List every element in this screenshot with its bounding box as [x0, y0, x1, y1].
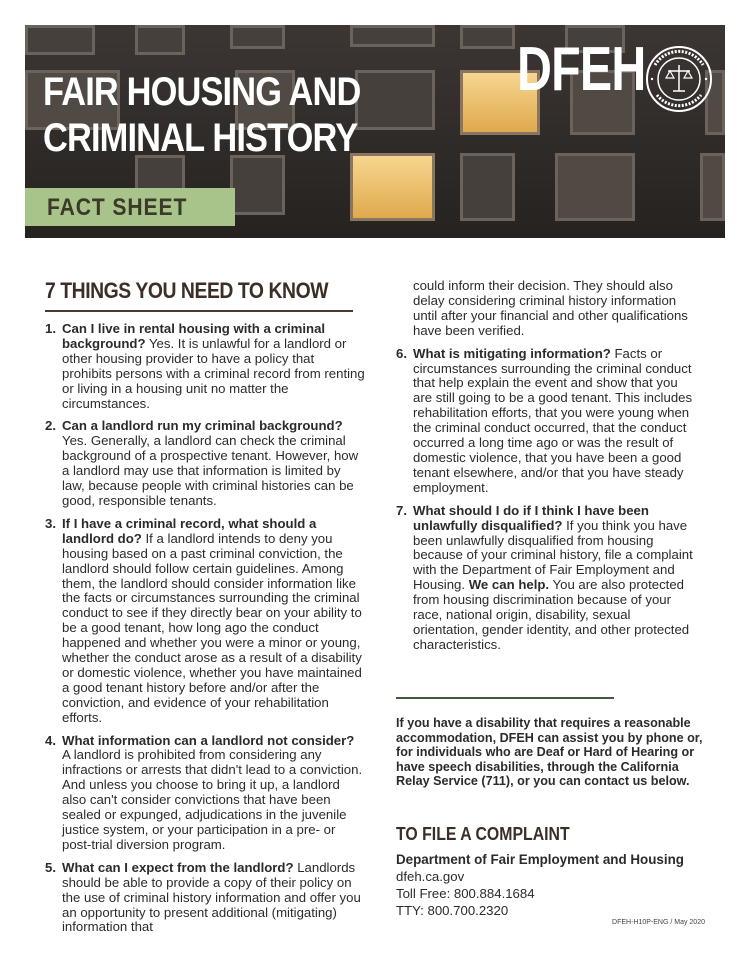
building-window: [355, 70, 435, 130]
item-number: 6.: [396, 345, 407, 361]
building-window: [25, 25, 95, 55]
building-window: [230, 155, 285, 215]
accommodation-note: If you have a disability that requires a reasonable accommodation, DFEH can assist you by phone or, for individuals who are Deaf or Hard of Hearing or have speech disabilities, through the California Relay Service (711), or you can contact us below.: [396, 716, 703, 789]
item-number: 1.: [45, 321, 56, 336]
hero-banner: [25, 25, 725, 238]
toll-free-number: Toll Free: 800.884.1684: [396, 886, 535, 901]
section-title: 7 THINGS YOU NEED TO KNOW: [45, 278, 329, 303]
faq-answer: Yes. Generally, a landlord can check the criminal background of a prospective tenant. However, how a landlord may use that information is limited by law, because people with criminal histories can be good, responsible tenants.: [62, 433, 359, 508]
state-seal-icon: [645, 45, 713, 113]
faq-question: What information can a landlord not consider?: [62, 732, 355, 748]
faq-answer: Landlords should be able to provide a copy of their policy on the use of criminal history information and offer you an opportunity to present additional (mitigating) information that: [62, 859, 361, 935]
item-number: 2.: [45, 418, 56, 434]
faq-list: [45, 322, 365, 935]
fact-sheet-label: FACT SHEET: [47, 194, 188, 221]
faq-list-continued: [396, 347, 696, 653]
item-number: 7.: [396, 502, 407, 518]
building-window: [700, 153, 725, 221]
dfeh-logo: DFEH: [517, 35, 646, 104]
building-window: [350, 25, 435, 47]
complaint-heading: TO FILE A COMPLAINT: [396, 824, 570, 844]
department-name: Department of Fair Employment and Housing: [396, 852, 684, 867]
fact-sheet-banner: [25, 188, 235, 226]
faq-question: Can I live in rental housing with a criminal background?: [62, 321, 326, 351]
faq-question: What can I expect from the landlord?: [62, 859, 294, 875]
faq-item-7: [396, 504, 696, 653]
right-column: [396, 279, 696, 661]
building-window: [555, 153, 635, 221]
building-window: [460, 153, 515, 221]
building-window: [135, 25, 185, 55]
faq-question: What should I do if I think I have been unlawfully disqualified?: [413, 502, 649, 533]
faq-answer: If you think you have been unlawfully disqualified from housing because of your criminal history, file a complaint with the Department of Fair Employment and Housing.: [413, 517, 693, 593]
green-divider: [396, 697, 614, 699]
faq-answer: Facts or circumstances surrounding the criminal conduct that help explain the event and show that you are still going to be a good tenant. This includes rehabilitation efforts, that you were young when the criminal conduct occurred, that the conduct occurred a long time ago or was the result of domestic violence, that you have been a good tenant elsewhere, and/or that you have steady employment.: [413, 345, 693, 495]
section-divider: [45, 310, 353, 312]
faq-item-6: [396, 347, 696, 496]
we-can-help: We can help.: [468, 577, 550, 593]
title-line-1: FAIR HOUSING AND: [43, 70, 361, 114]
title-line-2: CRIMINAL HISTORY: [43, 116, 358, 160]
tty-number: TTY: 800.700.2320: [396, 903, 509, 918]
faq-answer: If a landlord intends to deny you housing based on a past criminal conviction, the landlord should follow certain guidelines. Among them, the landlord should consider information like the facts or circumstances surrounding the criminal conduct to see if they directly bear on your ability to be a good tenant, how long ago the conduct happened and whether you were a minor or young, whether the conduct arose as a result of a disability or domestic violence, whether you have maintained a good tenant history before and/or after the conviction, and evidence of your rehabilitation efforts.: [62, 530, 362, 725]
building-window: [230, 25, 285, 49]
faq-item-4: [45, 734, 365, 853]
faq-item-5: [45, 861, 365, 936]
faq-item-2: [45, 419, 365, 508]
lit-window: [350, 153, 435, 221]
item-number: 3.: [45, 515, 56, 531]
page-title: [43, 69, 361, 161]
faq-question: If I have a criminal record, what should a landlord do?: [62, 515, 317, 546]
item-number: 4.: [45, 732, 56, 748]
faq-answer-tail: You are also protected from housing discrimination because of your race, national origin, disability, sexual orientation, gender identity, and other protected characteristics.: [413, 577, 690, 652]
building-window: [460, 25, 515, 49]
faq-answer: Yes. It is unlawful for a landlord or other housing provider to have a policy that prohibits persons with a criminal record from renting or living in a housing unit no matter the circumstances.: [62, 335, 365, 411]
contact-block: [396, 851, 684, 919]
faq-question: Can a landlord run my criminal background?: [62, 418, 343, 434]
item-number: 5.: [45, 859, 56, 875]
document-code: DFEH-H10P-ENG / May 2020: [612, 919, 705, 926]
faq-item-3: [45, 517, 365, 726]
faq-item-1: [45, 322, 365, 411]
faq-item-5-continued: could inform their decision. They should also delay considering criminal history information until after your financial and other qualifications have been verified.: [413, 278, 688, 338]
faq-answer: A landlord is prohibited from considering any infractions or arrests that didn't lead to a conviction. And unless you choose to bring it up, a landlord also can't consider convictions that have been sealed or expunged, adjudications in the juvenile justice system, or your participation in a pre- or post-trial diversion program.: [62, 747, 363, 852]
website-link[interactable]: dfeh.ca.gov: [396, 869, 465, 884]
faq-question: What is mitigating information?: [413, 345, 611, 361]
left-column: [45, 278, 365, 943]
